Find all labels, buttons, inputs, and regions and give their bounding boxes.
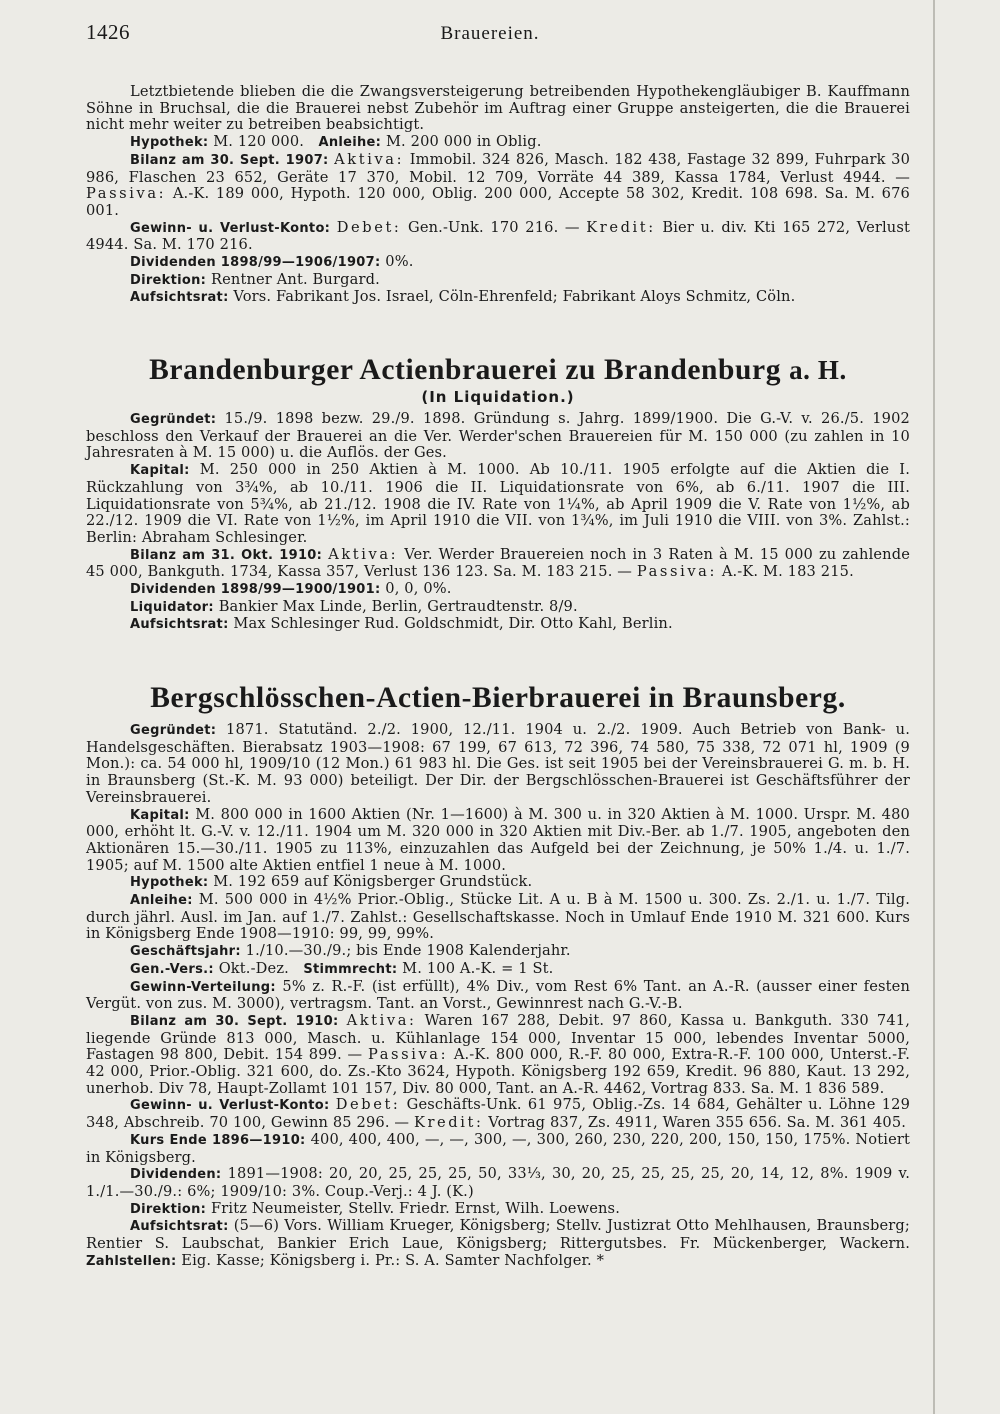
entry3-anleihe: Anleihe: M. 500 000 in 4½% Prior.-Oblig., Stücke Lit. A u. B à M. 1500 u. 300. Zs. 2./1. u. 1./7. Tilg. durch jährl. Ausl. im Jan. auf 1./7. Zahlst.: Gesellschaftskasse. Noch in Umlauf Ende 1910 M. 321 600. Kurs in Königsberg Ende 1908—1910: 99, 99, 99%. [86,891,910,943]
entry2-bilanz: Bilanz am 31. Okt. 1910: Aktiva: Ver. Werder Brauereien noch in 3 Raten à M. 15 000 zu zahlende 45 000, Bankguth. 1734, Kassa 357, Verlust 136 123. Sa. M. 183 215. — Passiva: A.-K. M. 183 215. [86,545,911,581]
entry2-dividenden: Dividenden 1898/99—1900/1901: 0, 0, 0%. [130,580,452,598]
entry2-gegruendet: Gegründet: 15./9. 1898 bezw. 29./9. 1898. Gründung s. Jahrg. 1899/1900. Die G.-V. v. 26./5. 1902 beschloss den Verkauf der Brauerei an die Ver. Werder'schen Brauereien für M. 150 000 (zu zahlen in 10 Jahresraten à M. 15 000) u. die Auflös. der Ges. [86,410,910,462]
entry1-dividenden: Dividenden 1898/99—1906/1907: 0%. [130,253,414,271]
page-edge-line [933,0,935,1414]
entry3-gegruendet: Gegründet: 1871. Statutänd. 2./2. 1900, 12./11. 1904 u. 2./2. 1909. Auch Betrieb von Bank- u. Handelsgeschäften. Bierabsatz 1903—1908: 67 199, 67 613, 72 396, 74 580, 75 338, 72 071 hl, 1909 (9 Mon.): ca. 54 000 hl, 1909/10 (12 Mon.) 61 983 hl. Die Ges. ist seit 1905 bei der Vereinsbrauerei G. m. b. H. in Braunsberg (St.-K. M. 93 000) beteiligt. Der Dir. der Bergschlösschen-Brauerei ist Geschäftsführer der Vereinsbrauerei. [86,721,910,806]
entry3-aufsichtsrat: Aufsichtsrat: (5—6) Vors. William Krueger, Königsberg; Stellv. Justizrat Otto Mehlhausen, Braunsberg; Rentier S. Laubschat, Bankier Erich Laue, Königsberg; Rittergutsbes. Fr. Mückenberger, Wackern. Zahlstellen: Eig. Kasse; Königsberg i. Pr.: S. A. Samter Nachfolger. * [86,1217,910,1269]
entry3-bilanz: Bilanz am 30. Sept. 1910: Aktiva: Waren 167 288, Debit. 97 860, Kassa u. Bankguth. 330 741, liegende Gründe 813 000, Masch. u. Kühlanlage 154 000, Inventar 15 000, lebendes Inventar 5000, Fastagen 98 800, Debit. 154 899. — Passiva: A.-K. 800 000, R.-F. 80 000, Extra-R.-F. 100 000, Unterst.-F. 42 000, Prior.-Oblig. 321 600, do. Zs.-Kto 3624, Hypoth. Königsberg 192 659, Kredit. 96 880, Kaut. 13 292, unerhob. Div 78, Haupt-Zollamt 101 157, Div. 80 000, Tant. an A.-R. 4462, Vortrag 833. Sa. M. 1 836 589. [86,1011,911,1097]
company-title: Bergschlösschen-Actien-Bierbrauerei in Braunsberg. [150,682,846,714]
entry3-kapital: Kapital: M. 800 000 in 1600 Aktien (Nr. 1—1600) à M. 300 u. in 320 Aktien à M. 1000. Urspr. M. 480 000, erhöht lt. G.-V. v. 12./11. 1904 um M. 320 000 in 320 Aktien mit Div.-Ber. ab 1./7. 1905, angeboten den Aktionären 15.—30./11. 1905 zu 113%, einzuzahlen das Aufgeld bei der Zeichnung, je 50% 1./4. u. 1./7. 1905; auf M. 1500 alte Aktien entfiel 1 neue à M. 1000. [86,805,910,874]
entry1-hypothek: Hypothek: M. 120 000. Anleihe: M. 200 000 in Oblig. [130,133,542,151]
entry1-bilanz: Bilanz am 30. Sept. 1907: Aktiva: Immobil. 324 826, Masch. 182 438, Fastage 32 899, Fuhrpark 30 986, Flaschen 23 652, Geräte 17 370, Mobil. 12 709, Vorräte 44 389, Kassa 1784, Verlust 4944. — Passiva: A.-K. 189 000, Hypoth. 120 000, Oblig. 200 000, Accepte 58 302, Kredit. 108 698. Sa. M. 676 001. [86,150,911,219]
page-number: 1426 [86,20,130,44]
running-head [86,20,910,58]
entry-bergschloesschen [86,680,910,1271]
entry3-kurs: Kurs Ende 1896—1910: 400, 400, 400, —, —, 300, —, 300, 260, 230, 220, 200, 150, 150, 175%. Notiert in Königsberg. [86,1130,910,1166]
entry1-aufsichtsrat: Aufsichtsrat: Vors. Fabrikant Jos. Israel, Cöln-Ehrenfeld; Fabrikant Aloys Schmitz, Cöln. [130,288,796,306]
running-title: Brauereien. [440,23,540,44]
entry2-aufsichtsrat: Aufsichtsrat: Max Schlesinger Rud. Goldschmidt, Dir. Otto Kahl, Berlin. [130,615,673,633]
entry1-direktion: Direktion: Rentner Ant. Burgard. [130,270,380,288]
entry3-hypothek: Hypothek: M. 192 659 auf Königsberger Grundstück. [130,873,533,891]
entry-continued [86,84,910,324]
entry1-gewinn: Gewinn- u. Verlust-Konto: Debet: Gen.-Unk. 170 216. — Kredit: Bier u. div. Kti 165 272, Verlust 4944. Sa. M. 170 216. [86,218,911,254]
entry3-geschaeftsjahr: Geschäftsjahr: 1./10.—30./9.; bis Ende 1908 Kalenderjahr. [130,942,571,960]
entry3-gewinnverteilung: Gewinn-Verteilung: 5% z. R.-F. (ist erfüllt), 4% Div., vom Rest 6% Tant. an A.-R. (ausser einer festen Vergüt. von zus. M. 3000), vertragsm. Tant. an Vorst., Gewinnrest nach G.-V.-B. [86,977,911,1013]
entry-brandenburger [86,352,910,652]
entry2-liquidator: Liquidator: Bankier Max Linde, Berlin, Gertraudtenstr. 8/9. [130,597,578,615]
company-title: Brandenburger Actienbrauerei zu Brandenburg a. H. [149,354,847,386]
entry3-dividenden: Dividenden: 1891—1908: 20, 20, 25, 25, 25, 50, 33⅓, 30, 20, 25, 25, 25, 25, 20, 14, 12, 8%. 1909 v. 1./1.—30./9.: 6%; 1909/10: 3%. Coup.-Verj.: 4 J. (K.) [86,1165,910,1200]
entry2-kapital: Kapital: M. 250 000 in 250 Aktien à M. 1000. Ab 10./11. 1905 erfolgte auf die Aktien die I. Rückzahlung von 3¾%, ab 10./11. 1906 die II. Liquidationsrate von 6%, ab 6./11. 1907 die III. Liquidationsrate von 5¾%, ab 21./12. 1908 die IV. Rate von 1¼%, ab April 1909 die V. Rate von 1½%, ab 22./12. 1909 die VI. Rate von 1½%, im April 1910 die VII. von 1¾%, im Juli 1910 die VIII. von 3%. Zahlst.: Berlin: Abraham Schlesinger. [86,461,910,546]
entry3-genvers: Gen.-Vers.: Okt.-Dez. Stimmrecht: M. 100 A.-K. = 1 St. [130,959,554,977]
company-subtitle: (In Liquidation.) [421,388,575,406]
entry1-intro: Letztbietende blieben die die Zwangsversteigerung betreibenden Hypothekengläubiger B. Kauffmann Söhne in Bruchsal, die die Brauerei nebst Zubehör im Auftrag einer Gruppe ansteigerten, die die Brauerei nicht mehr weiter zu betreiben beabsichtigt. [86,83,910,134]
entry3-gewinn: Gewinn- u. Verlust-Konto: Debet: Geschäfts-Unk. 61 975, Oblig.-Zs. 14 684, Gehälter u. Löhne 129 348, Abschreib. 70 100, Gewinn 85 296. — Kredit: Vortrag 837, Zs. 4911, Waren 355 656. Sa. M. 361 405. [86,1096,911,1132]
entry3-direktion: Direktion: Fritz Neumeister, Stellv. Friedr. Ernst, Wilh. Loewens. [130,1199,620,1217]
